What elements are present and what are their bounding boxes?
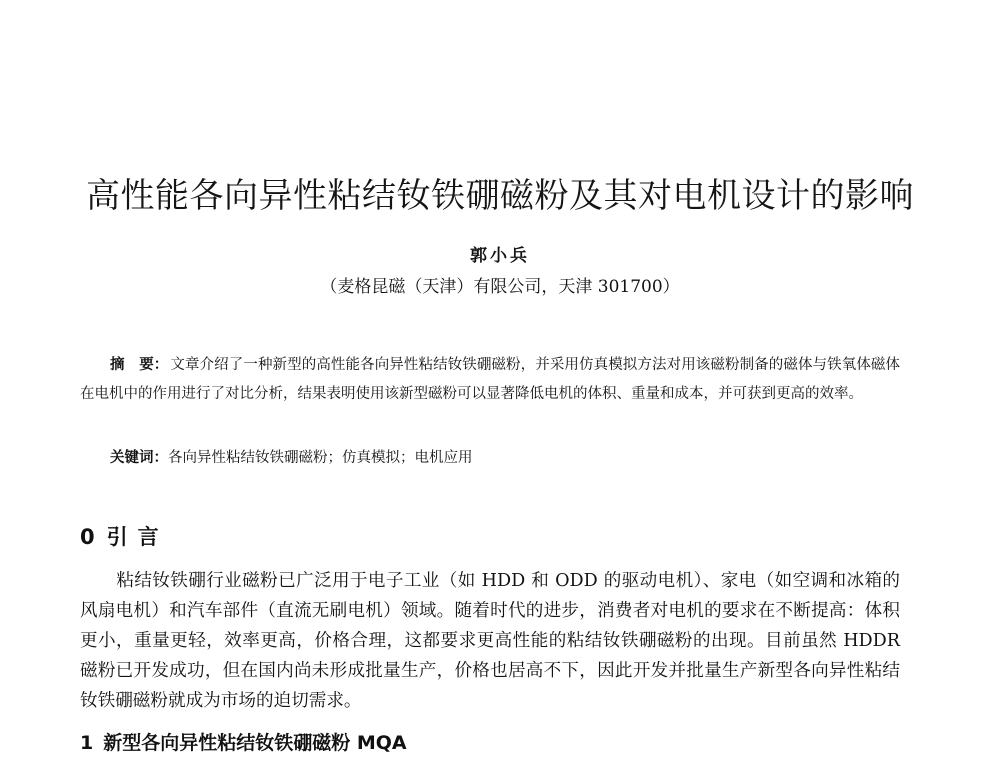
abstract-label: 摘 要： xyxy=(110,356,169,373)
section-number: 0 xyxy=(80,525,95,549)
paper-title: 高性能各向异性粘结钕铁硼磁粉及其对电机设计的影响 xyxy=(86,176,914,216)
section-title: 引言 xyxy=(106,525,169,549)
keywords-label: 关键词： xyxy=(110,449,168,466)
section-heading-introduction xyxy=(80,521,169,551)
introduction-text: 粘结钕铁硼行业磁粉已广泛用于电子工业（如 HDD 和 ODD 的驱动电机）、家电（如空调和冰箱的风扇电机）和汽车部件（直流无刷电机）领域。随着时代的进步，消费者对电机的要求在不断提高：体积更小，重量更轻，效率更高，价格合理，这都要求更高性能的粘结钕铁硼磁粉的出现。目前虽然 HDDR 磁粉已开发成功，但在国内尚未形成批量生产，价格也居高不下，因此开发并批量生产新型各向异性粘结钕铁硼磁粉就成为市场的迫切需求。 xyxy=(80,571,900,711)
keywords-text: 各向异性粘结钕铁硼磁粉；仿真模拟；电机应用 xyxy=(168,450,473,466)
section-number: 1 xyxy=(80,732,94,754)
introduction-paragraph xyxy=(80,566,900,716)
abstract xyxy=(80,350,900,409)
keywords xyxy=(110,443,473,473)
author-affiliation: （麦格昆磁（天津）有限公司，天津 301700） xyxy=(320,277,680,297)
abstract-text: 文章介绍了一种新型的高性能各向异性粘结钕铁硼磁粉，并采用仿真模拟方法对用该磁粉制备的磁体与铁氧体磁体在电机中的作用进行了对比分析，结果表明使用该新型磁粉可以显著降低电机的体积、重量和成本，并可获到更高的效率。 xyxy=(80,357,901,402)
section-heading-mqa xyxy=(80,728,407,755)
section-title: 新型各向异性粘结钕铁硼磁粉 MQA xyxy=(103,732,407,754)
author-name: 郭小兵 xyxy=(470,246,530,266)
